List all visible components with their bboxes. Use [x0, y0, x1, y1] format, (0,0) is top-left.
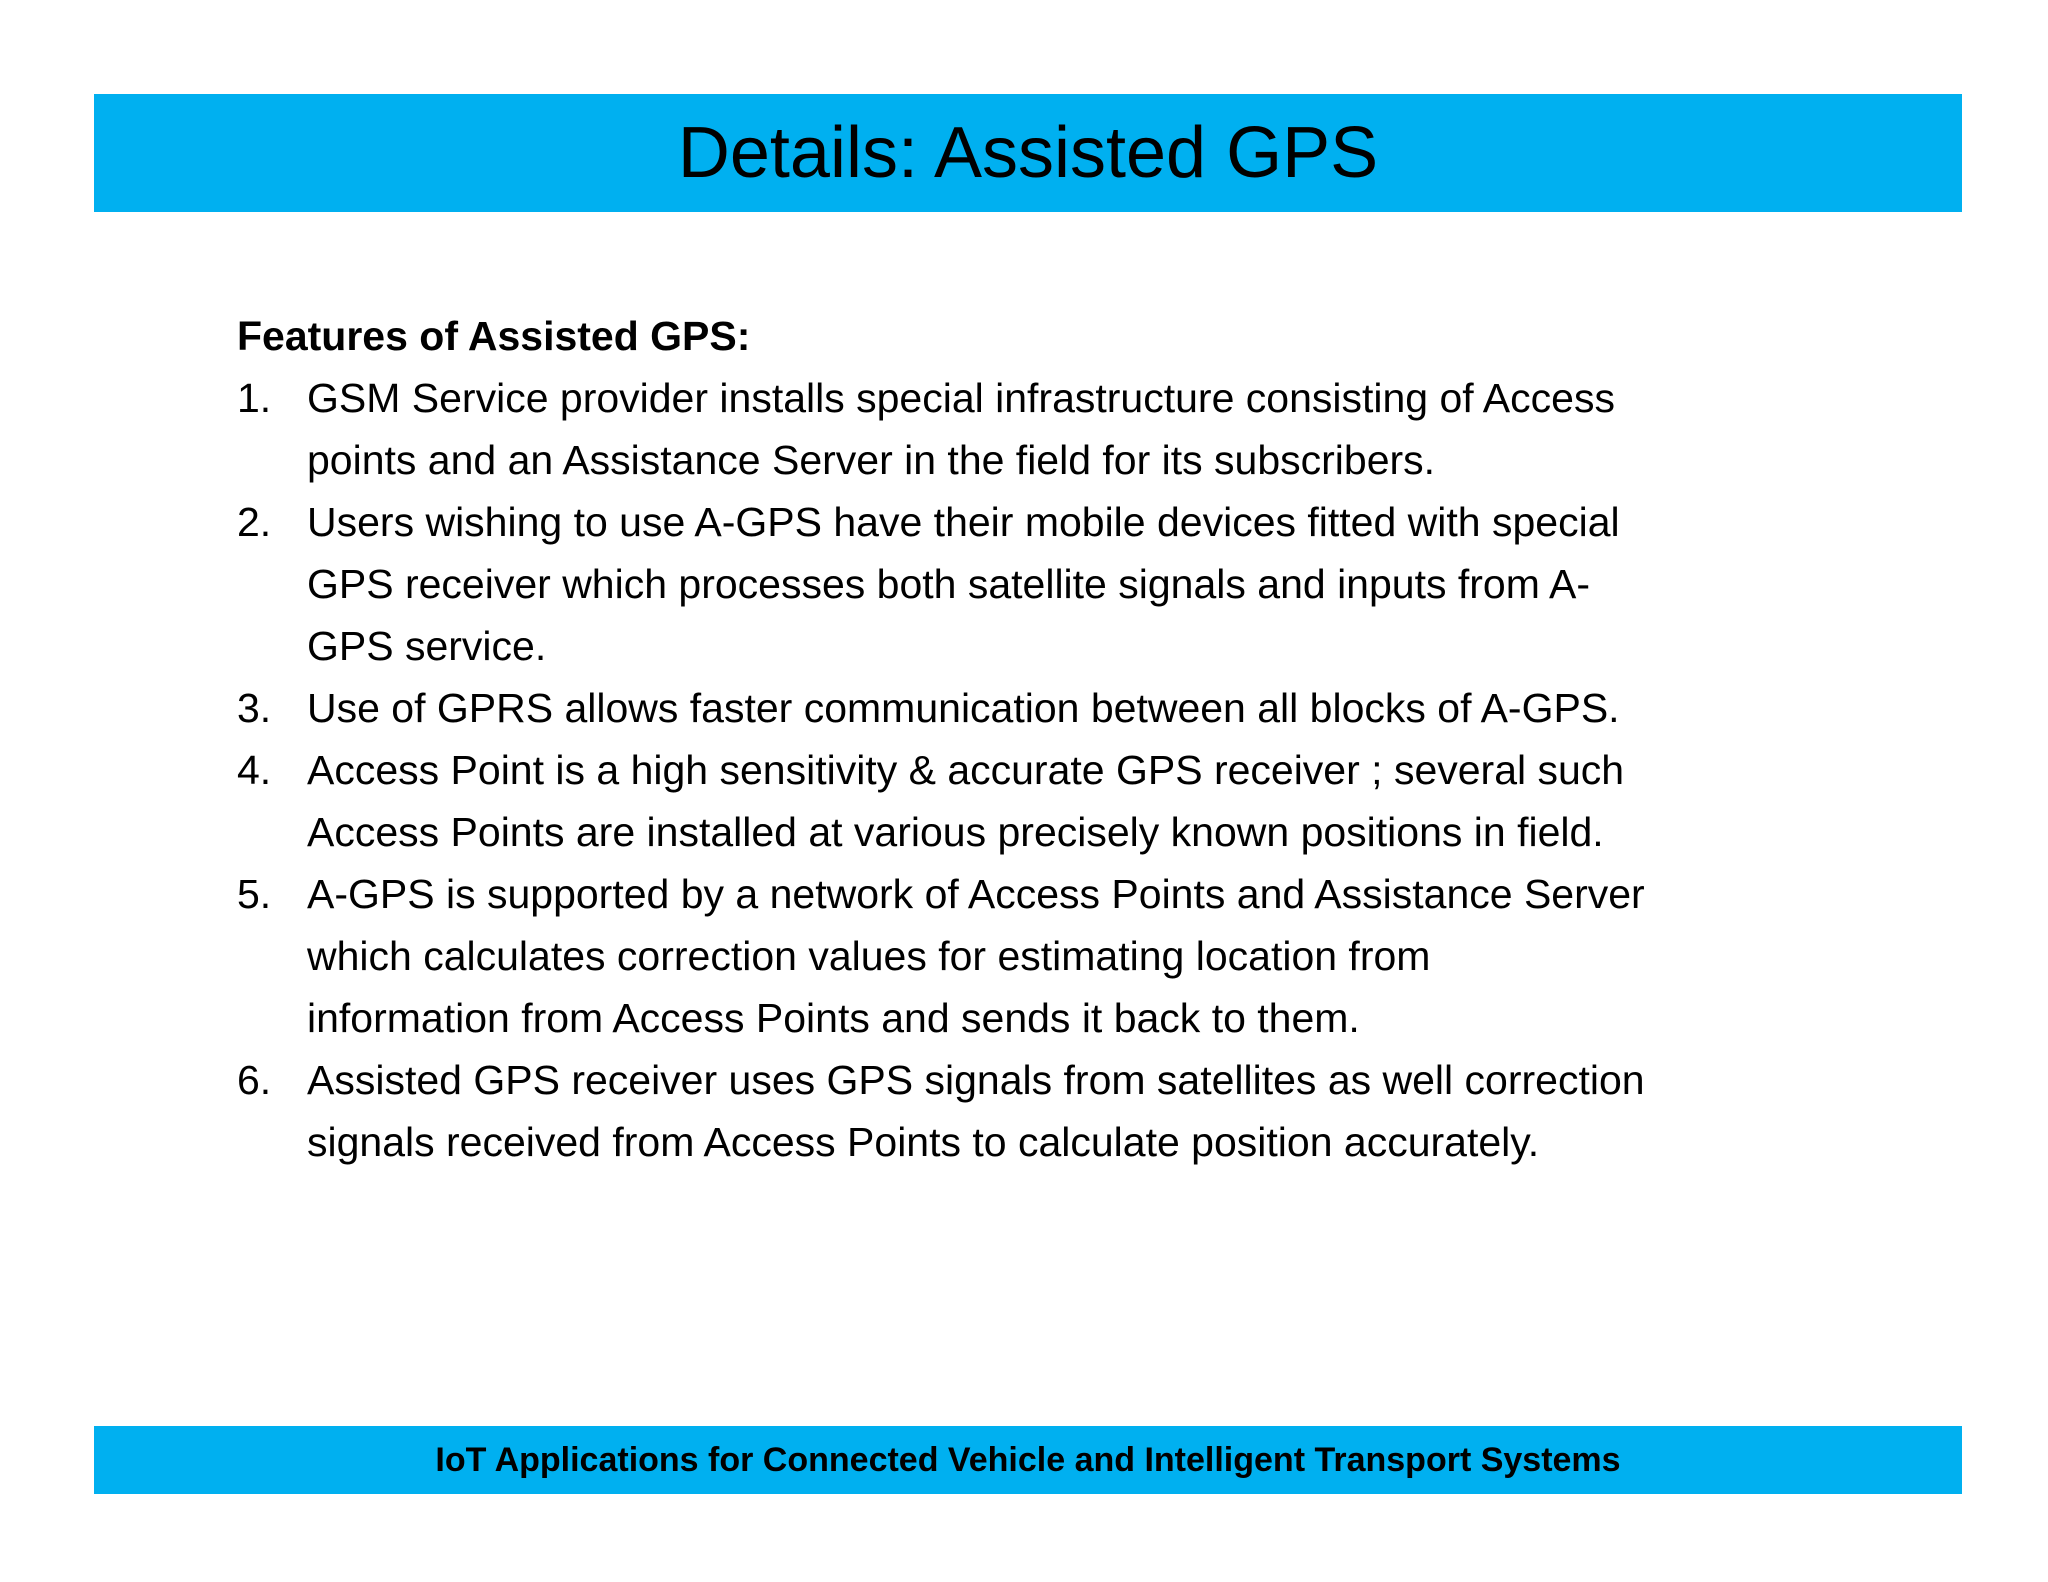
title-bar [94, 94, 1962, 212]
slide-content [237, 305, 1837, 1173]
list-item [237, 863, 1837, 1049]
list-item [237, 491, 1837, 677]
slide-title: Details: Assisted GPS [677, 113, 1379, 193]
list-item [237, 677, 1837, 739]
list-item [237, 367, 1837, 491]
list-item [237, 1049, 1837, 1173]
list-item-text: Users wishing to use A-GPS have their mobile devices fitted with special GPS receiver which processes both satellite signals and inputs from A- GPS service. [307, 499, 1620, 669]
list-item-text: Use of GPRS allows faster communication between all blocks of A-GPS. [307, 685, 1620, 731]
list-item-number: 4. [237, 747, 272, 793]
list-item-number: 6. [237, 1057, 272, 1103]
list-item-text: Access Point is a high sensitivity & accurate GPS receiver ; several such Access Points are installed at various precisely known positions in field. [307, 747, 1625, 855]
list-item-text: Assisted GPS receiver uses GPS signals from satellites as well correction signals received from Access Points to calculate position accurately. [307, 1057, 1645, 1165]
list-item-number: 3. [237, 685, 272, 731]
list-item-number: 1. [237, 375, 272, 421]
feature-list [237, 367, 1837, 1173]
list-item-text: A-GPS is supported by a network of Access Points and Assistance Server which calculates correction values for estimating location from information from Access Points and sends it back to them. [307, 871, 1645, 1041]
list-item [237, 739, 1837, 863]
footer-bar [94, 1426, 1962, 1494]
list-item-number: 5. [237, 871, 272, 917]
features-heading: Features of Assisted GPS: [237, 313, 751, 359]
footer-text: IoT Applications for Connected Vehicle and Intelligent Transport Systems [435, 1441, 1621, 1479]
list-item-number: 2. [237, 499, 272, 545]
list-item-text: GSM Service provider installs special infrastructure consisting of Access points and an Assistance Server in the field for its subscribers. [307, 375, 1615, 483]
